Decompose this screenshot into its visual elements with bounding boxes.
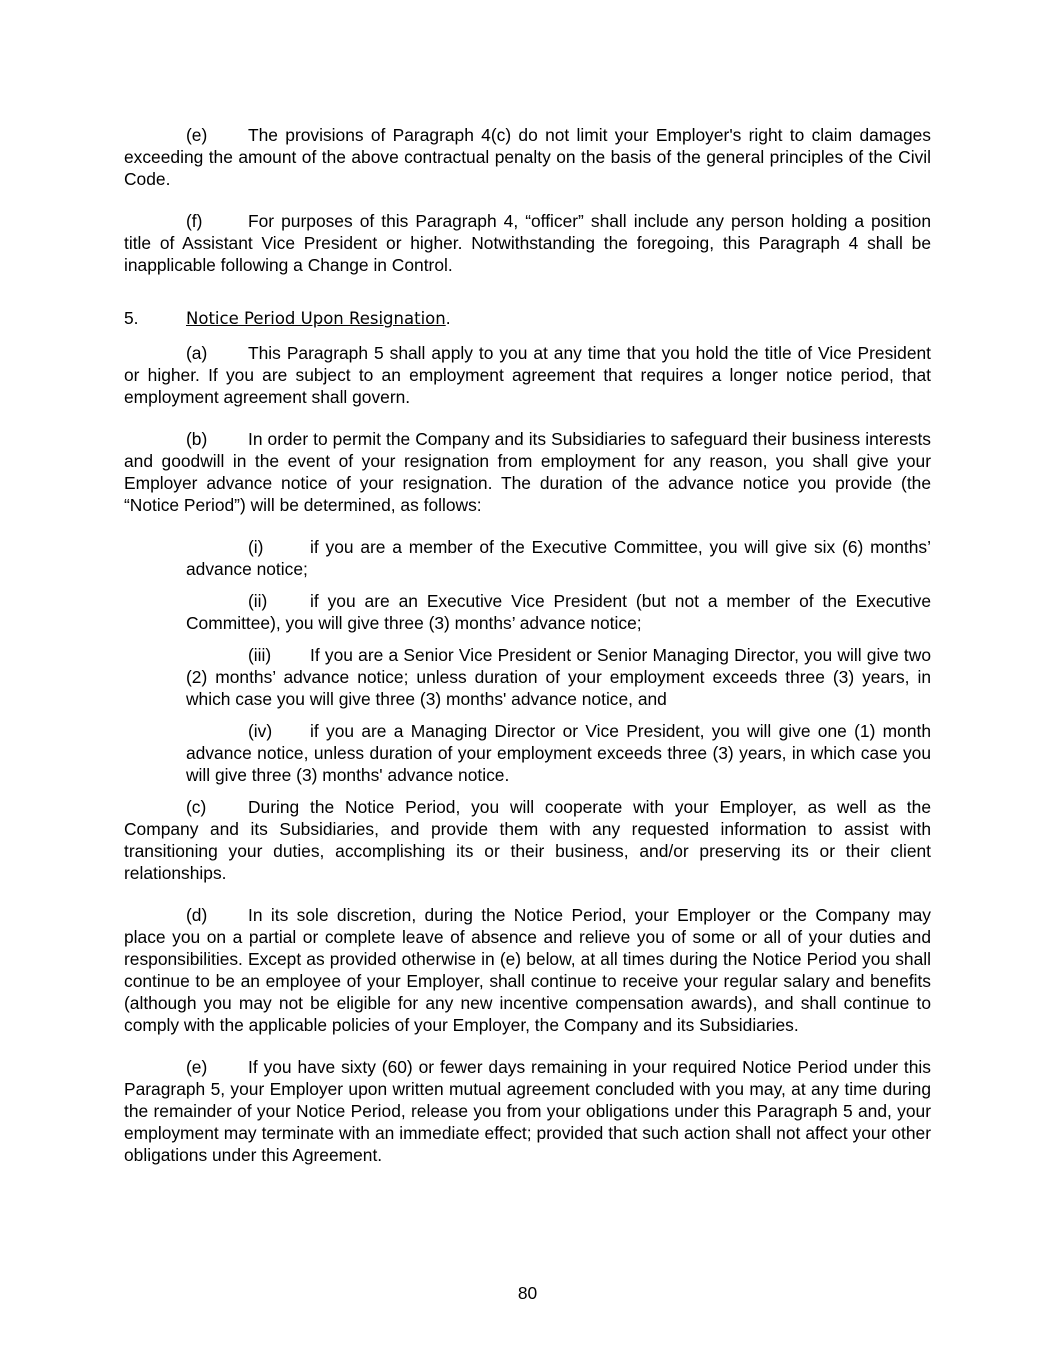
paragraph-5e [124, 1056, 931, 1166]
sub-item-label: (ii) [248, 591, 268, 611]
paragraph-text: This Paragraph 5 shall apply to you at any time that you hold the title of Vice President or higher. If you are subject to an employment agreement that requires a longer notice period, that employment agreement shall govern. [124, 343, 931, 407]
sub-item-label: (iv) [248, 721, 273, 741]
sub-item-label: (iii) [248, 645, 272, 665]
paragraph-label: (c) [186, 797, 207, 817]
sub-item-text: If you are a Senior Vice President or Senior Managing Director, you will give two (2) months’ advance notice; unless duration of your employment exceeds three (3) years, in which case you will give three (3) months' advance notice, and [186, 645, 931, 709]
paragraph-5d [124, 904, 931, 1036]
paragraph-text: In its sole discretion, during the Notice Period, your Employer or the Company may place you on a partial or complete leave of absence and relieve you of some or all of your duties and responsibilities. Except as provided otherwise in (e) below, at all times during the Notice Period you shall continue to be an employee of your Employer, shall continue to receive your regular salary and benefits (although you may not be eligible for any new incentive compensation awards), and shall continue to comply with the applicable policies of your Employer, the Company and its Subsidiaries. [124, 905, 931, 1035]
sub-item-iii [186, 644, 931, 710]
paragraph-label: (f) [186, 211, 203, 231]
sub-item-text: if you are a member of the Executive Committee, you will give six (6) months’ advance notice; [186, 537, 931, 579]
paragraph-5c [124, 796, 931, 884]
paragraph-4f [124, 210, 931, 276]
paragraph-label: (a) [186, 343, 208, 363]
section-title: Notice Period Upon Resignation [186, 309, 446, 328]
paragraph-text: For purposes of this Paragraph 4, “officer” shall include any person holding a position title of Assistant Vice President or higher. Notwithstanding the foregoing, this Paragraph 4 shall be inapplicable following a Change in Control. [124, 211, 931, 275]
section-5-heading [124, 307, 931, 330]
paragraph-5b [124, 428, 931, 516]
sub-item-i [186, 536, 931, 580]
paragraph-text: The provisions of Paragraph 4(c) do not limit your Employer's right to claim damages exceeding the amount of the above contractual penalty on the basis of the general principles of the Civil Code. [124, 125, 931, 189]
sub-item-text: if you are an Executive Vice President (but not a member of the Executive Committee), you will give three (3) months’ advance notice; [186, 591, 931, 633]
document-page [124, 124, 931, 1166]
page-number: 80 [517, 1283, 538, 1303]
paragraph-text: During the Notice Period, you will cooperate with your Employer, as well as the Company and its Subsidiaries, and provide them with any requested information to assist with transitioning your duties, accomplishing its or their business, and/or preserving its or their client relationships. [124, 797, 931, 883]
paragraph-5a [124, 342, 931, 408]
section-number: 5. [124, 308, 139, 328]
paragraph-4e [124, 124, 931, 190]
paragraph-text: In order to permit the Company and its Subsidiaries to safeguard their business interests and goodwill in the event of your resignation from employment for any reason, you shall give your Employer advance notice of your resignation. The duration of the advance notice you provide (the “Notice Period”) will be determined, as follows: [124, 429, 931, 515]
paragraph-label: (d) [186, 905, 208, 925]
sub-item-iv [186, 720, 931, 786]
paragraph-label: (e) [186, 125, 208, 145]
paragraph-text: If you have sixty (60) or fewer days remaining in your required Notice Period under this Paragraph 5, your Employer upon written mutual agreement concluded with you may, at any time during the remainder of your Notice Period, release you from your obligations under this Paragraph 5 and, your employment may terminate with an immediate effect; provided that such action shall not affect your other obligations under this Agreement. [124, 1057, 931, 1165]
sub-item-text: if you are a Managing Director or Vice President, you will give one (1) month advance notice, unless duration of your employment exceeds three (3) years, in which case you will give three (3) months' advance notice. [186, 721, 931, 785]
paragraph-label: (e) [186, 1057, 208, 1077]
sub-item-ii [186, 590, 931, 634]
sub-item-label: (i) [248, 537, 264, 557]
paragraph-label: (b) [186, 429, 208, 449]
section-title-suffix: . [445, 308, 451, 328]
